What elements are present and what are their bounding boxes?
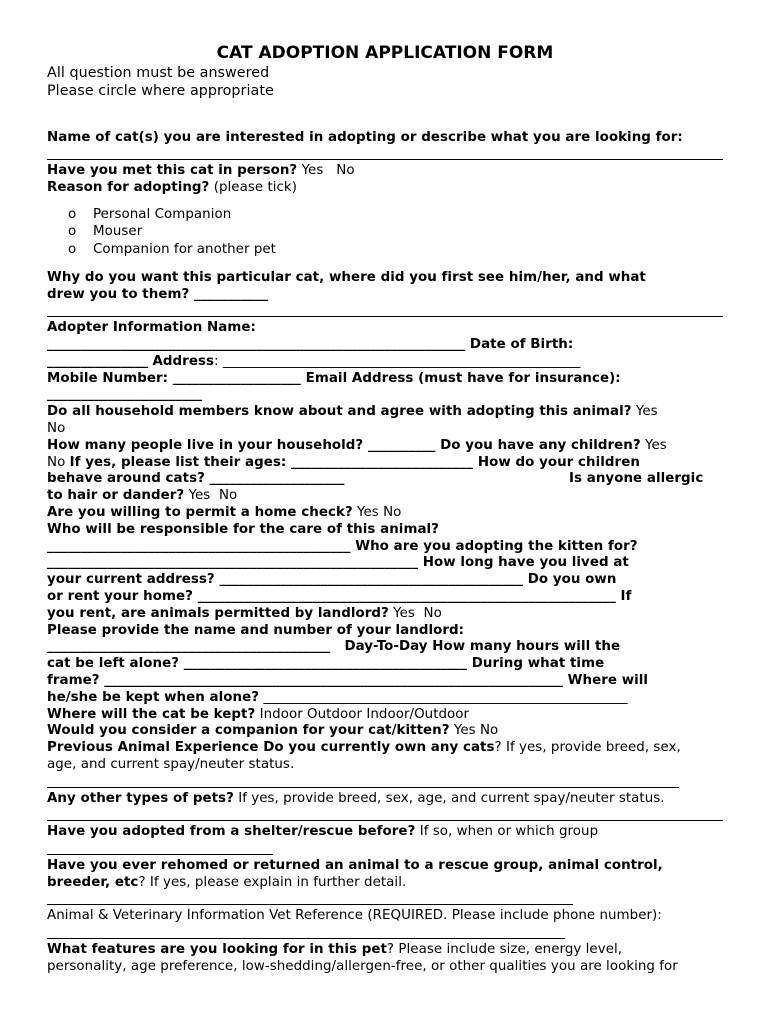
question-label: Would you consider a companion for your cat/kitten?	[47, 723, 450, 738]
question-time-frame: frame? ____________________________________________________________________ Where will	[47, 673, 649, 688]
question-why-cont: drew you to them? ___________	[47, 287, 269, 302]
question-behave: behave around cats? ____________________	[47, 471, 345, 486]
intro-line-2: Please circle where appropriate	[47, 83, 274, 99]
question-hint: ? If yes, please explain in further detail.	[138, 875, 407, 890]
question-features-hint: personality, age preference, low-shedding/allergen-free, or other qualities you are looking for	[47, 959, 678, 974]
question-label: Where will the cat be kept?	[47, 707, 256, 722]
reason-option: Companion for another pet	[93, 242, 276, 257]
question-shelter	[47, 823, 598, 840]
question-label: Any other types of pets?	[47, 791, 234, 806]
yes-no-options[interactable]: Yes No	[188, 488, 238, 503]
adopter-name-label: Adopter Information Name:	[47, 320, 256, 335]
question-how-long: _______________________________________________________ How long have you lived at	[47, 555, 629, 570]
mobile-email-line: Mobile Number: ___________________ Email Address (must have for insurance):	[47, 371, 621, 386]
checkbox-bullet[interactable]: o	[68, 242, 77, 257]
address-line	[47, 353, 580, 370]
answer-line[interactable]	[47, 938, 565, 939]
question-label: What features are you looking for in this pet	[47, 942, 387, 957]
yes-no-options[interactable]: Yes No	[357, 505, 402, 520]
yes-option[interactable]: Yes	[645, 438, 667, 453]
question-landlord-permit	[47, 605, 442, 622]
question-children-ages	[47, 454, 640, 471]
question-hint: ? If yes, provide breed, sex,	[494, 740, 681, 755]
question-label: Previous Animal Experience Do you currently own any cats	[47, 740, 495, 755]
question-label: Do all household members know about and agree with adopting this animal?	[47, 404, 632, 419]
question-hint: If yes, provide breed, sex, age, and current spay/neuter status.	[238, 791, 665, 806]
question-label: Reason for adopting?	[47, 180, 210, 195]
answer-blank[interactable]: ______________________________________________________	[263, 690, 628, 705]
question-rehomed: Have you ever rehomed or returned an animal to a rescue group, animal control,	[47, 858, 663, 873]
answer-line[interactable]	[47, 854, 273, 855]
question-rehomed-cont	[47, 874, 406, 891]
question-reason	[47, 179, 297, 196]
reason-option: Personal Companion	[93, 207, 232, 222]
question-companion	[47, 722, 498, 739]
no-option[interactable]: No	[47, 455, 66, 470]
question-own-rent: or rent your home? ______________________________________________________________ If	[47, 589, 632, 604]
question-label: to hair or dander?	[47, 488, 185, 503]
question-label: Are you willing to permit a home check?	[47, 505, 353, 520]
checkbox-bullet[interactable]: o	[68, 207, 77, 222]
question-people	[47, 437, 667, 454]
question-current-address: your current address? _____________________________________________ Do you own	[47, 572, 617, 587]
answer-line[interactable]	[47, 787, 679, 788]
question-label: you rent, are animals permitted by landlord?	[47, 606, 389, 621]
intro-line-1: All question must be answered	[47, 65, 270, 81]
question-met-cat	[47, 162, 355, 179]
question-hint: If so, when or which group	[419, 824, 599, 839]
yes-no-options[interactable]: Yes No	[453, 723, 499, 738]
question-label: How many people live in your household? __________ Do you have any children?	[47, 438, 641, 453]
question-home-check	[47, 504, 401, 521]
email-blank[interactable]: _______________________	[47, 387, 203, 402]
address-label: Address	[152, 354, 215, 369]
question-hint: ? Please include size, energy level,	[386, 942, 623, 957]
question-hint: (please tick)	[213, 180, 298, 195]
yes-option[interactable]: Yes	[635, 404, 658, 419]
question-label: Have you adopted from a shelter/rescue before?	[47, 824, 416, 839]
form-title: CAT ADOPTION APPLICATION FORM	[216, 43, 554, 63]
question-responsible: Who will be responsible for the care of this animal?	[47, 522, 439, 537]
question-hair	[47, 487, 237, 504]
question-day-to-day: __________________________________________ Day-To-Day How many hours will the	[47, 639, 621, 654]
checkbox-bullet[interactable]: o	[68, 224, 77, 239]
yes-no-options[interactable]: Yes No	[301, 163, 355, 178]
question-where-kept	[47, 706, 469, 723]
question-allergic: Is anyone allergic	[569, 471, 704, 486]
answer-line[interactable]	[47, 820, 723, 821]
reason-option: Mouser	[93, 224, 143, 239]
question-left-alone: cat be left alone? __________________________________________ During what time	[47, 656, 605, 671]
location-options[interactable]: Indoor Outdoor Indoor/Outdoor	[259, 707, 470, 722]
question-vet-reference: Animal & Veterinary Information Vet Reference (REQUIRED. Please include phone number):	[47, 908, 662, 923]
answer-line[interactable]	[47, 159, 723, 160]
address-blank[interactable]: _______________	[47, 354, 149, 369]
question-previous-hint: age, and current spay/neuter status.	[47, 757, 295, 772]
question-label: If yes, please list their ages: ___________________________ How do your children	[69, 455, 640, 470]
question-label: breeder, etc	[47, 875, 139, 890]
answer-line[interactable]	[47, 904, 573, 905]
yes-no-options[interactable]: Yes No	[393, 606, 442, 621]
address-blank[interactable]: : _____________________________________________________	[214, 354, 581, 369]
date-of-birth-line: ______________________________________________________________ Date of Birth:	[47, 337, 574, 352]
no-option[interactable]: No	[47, 421, 66, 436]
question-features	[47, 941, 622, 958]
question-household	[47, 403, 658, 420]
question-landlord-name: Please provide the name and number of your landlord:	[47, 623, 465, 638]
question-label: Have you met this cat in person?	[47, 163, 298, 178]
question-why: Why do you want this particular cat, where did you first see him/her, and what	[47, 270, 646, 285]
question-previous-experience	[47, 739, 681, 756]
answer-line[interactable]	[47, 316, 723, 317]
question-other-pets	[47, 790, 665, 807]
question-kept-alone	[47, 689, 628, 706]
question-adopting-for: _____________________________________________ Who are you adopting the kitten for?	[47, 539, 638, 554]
question-cat-name: Name of cat(s) you are interested in adopting or describe what you are looking for:	[47, 130, 683, 145]
question-label: he/she be kept when alone?	[47, 690, 260, 705]
